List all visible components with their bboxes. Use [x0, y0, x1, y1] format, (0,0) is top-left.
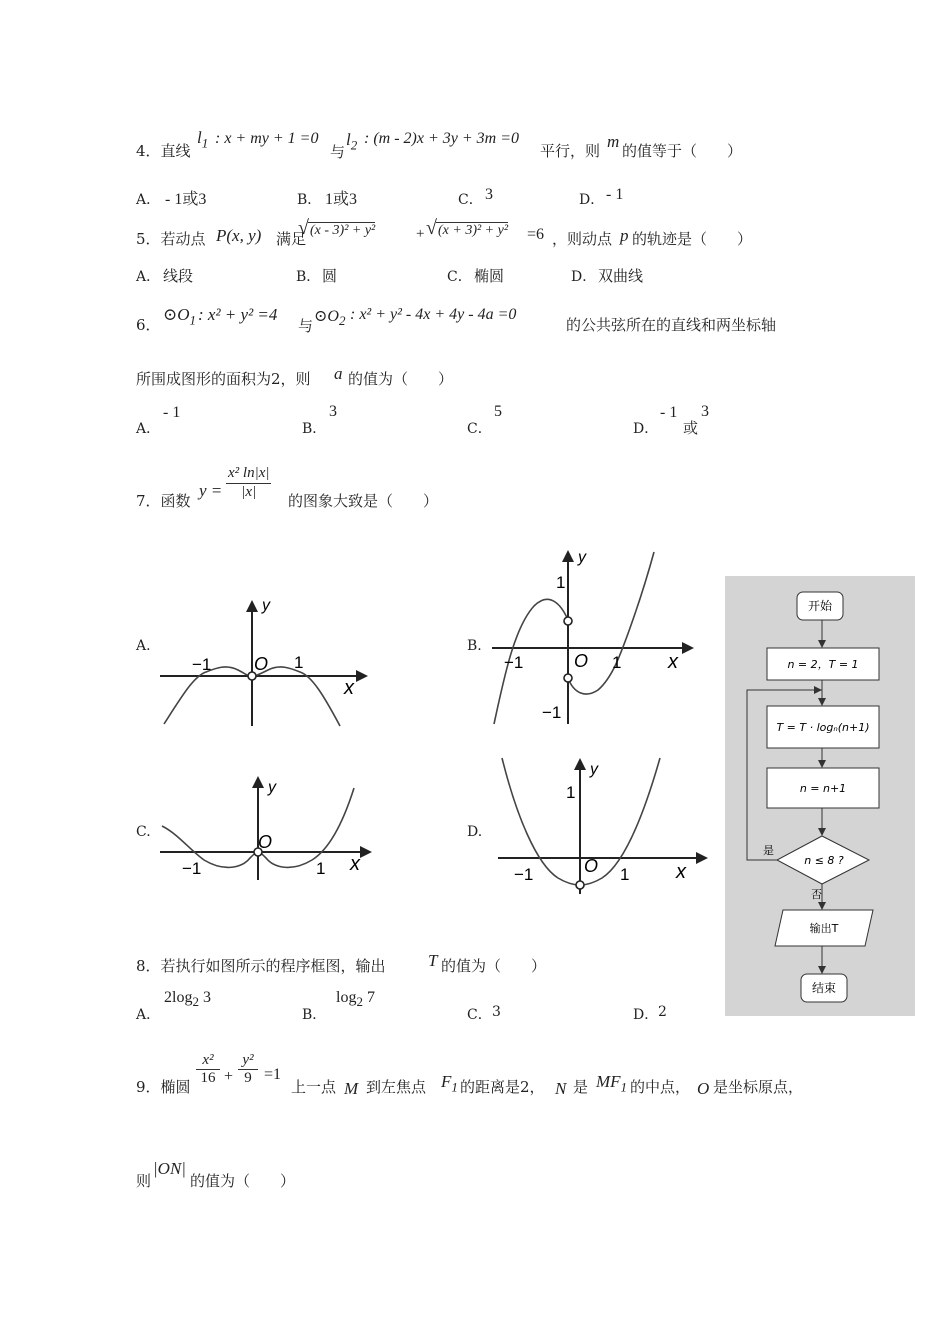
graph-c-curve-left [162, 826, 257, 867]
q9-line2-a: 则 [136, 1172, 152, 1190]
q9-t6: 是坐标原点， [713, 1078, 804, 1096]
q9-t1: 上一点 [291, 1078, 337, 1096]
q4-m: m [607, 132, 620, 151]
q7-option-d-key: D. [467, 824, 483, 840]
q6-number: 6． [136, 316, 161, 334]
q4-tail2: 的值等于（ ） [622, 142, 743, 160]
graph-d [496, 754, 718, 896]
q8-option-a-key: A． [136, 1007, 161, 1023]
graph-c-origin: O [258, 832, 273, 852]
q5-option-b-key: B． [296, 269, 321, 285]
graph-c-y-arrow [252, 776, 264, 788]
graph-b-hole-top [564, 617, 572, 625]
q4-number: 4．直线 [136, 142, 191, 160]
q4-and: 与 [330, 143, 346, 161]
q7-denominator: |x| [241, 484, 257, 500]
q5-option-a: 线段 [163, 267, 194, 285]
q5-mid: 满足 [276, 230, 307, 248]
q9-ON: |ON| [153, 1159, 186, 1178]
graph-b-y-arrow [562, 550, 574, 562]
q9-MF: $MF_1$ [596, 1072, 628, 1095]
graph-a [158, 596, 370, 728]
q6-option-d-or: 或 [683, 419, 699, 437]
flowchart-output: 输出T [809, 922, 839, 935]
graph-b-neg1: −1 [504, 653, 524, 672]
q5-radical-1: √ (x - 3)² + y² [298, 217, 376, 239]
q8-option-c: 3 [492, 1004, 501, 1020]
graph-d-hole [576, 881, 584, 889]
q5-p: p [620, 226, 629, 245]
flowchart-end: 结束 [811, 981, 837, 995]
q6-option-a-key: A． [136, 421, 161, 437]
graph-b-curve-right [568, 552, 654, 694]
q8-option-a: $2\log_2$ 3 [164, 989, 211, 1010]
graph-d-y-label: y [590, 761, 598, 778]
graph-b-origin: O [574, 651, 589, 671]
graph-a-neg1: −1 [192, 655, 212, 674]
flowchart-yes: 是 [763, 844, 774, 857]
q4-line1-eq: : x + my + 1 =0 [215, 130, 319, 147]
graph-a-y-label: y [262, 597, 270, 614]
q4-line2-eq: : (m - 2)x + 3y + 3m =0 [364, 130, 520, 147]
flowchart-condition: n ≤ 8 ? [804, 854, 844, 867]
q6-line2-a: 所围成图形的面积为2，则 [136, 370, 311, 388]
q9-f2-numerator: y² [242, 1052, 254, 1068]
q7-option-c-key: C. [136, 824, 151, 840]
q4-option-d: - 1 [606, 186, 624, 203]
q8-option-d: 2 [658, 1004, 667, 1020]
q9-F: $F_1$ [441, 1072, 458, 1095]
graph-c-curve-right [259, 788, 354, 867]
q8-option-d-key: D． [633, 1007, 659, 1023]
q6-circle-1-eq: : x² + y² =4 [198, 305, 278, 324]
q6-option-b: 3 [329, 403, 337, 420]
flowchart-init: n = 2，T = 1 [787, 658, 859, 671]
q7-tail: 的图象大致是（ ） [288, 492, 439, 510]
graph-b-x-label: x [668, 651, 678, 673]
q5-option-a-key: A． [136, 269, 161, 285]
q8-option-b: $\log_2 7$ [336, 989, 375, 1010]
q6-option-c-key: C． [467, 421, 492, 437]
graph-a-x-arrow [356, 670, 368, 682]
q6-option-c: 5 [494, 403, 502, 420]
q8-option-b-key: B． [302, 1007, 327, 1023]
q4-option-a: - 1或3 [165, 191, 207, 208]
q9-f1-denominator: 16 [200, 1070, 216, 1086]
q4-option-b-key: B． [297, 192, 322, 208]
graph-d-y-arrow [574, 758, 586, 770]
q5-number: 5．若动点 [136, 230, 206, 248]
q7-y: y = [199, 481, 223, 500]
q9-f1-numerator: x² [202, 1052, 214, 1068]
q8-number: 8．若执行如图所示的程序框图，输出 [136, 957, 386, 975]
q9-t4: 是 [573, 1078, 589, 1096]
q7-fraction [226, 465, 271, 501]
q4-option-d-key: D． [579, 192, 605, 208]
q6-circle-2-eq: : x² + y² - 4x + 4y - 4a =0 [350, 306, 517, 323]
q9-t2: 到左焦点 [366, 1078, 427, 1096]
q5-option-c-key: C． [447, 269, 472, 285]
graph-b-pos1: 1 [612, 653, 622, 672]
q9-fraction-2 [238, 1052, 258, 1087]
q8-tail: 的值为（ ） [441, 957, 547, 975]
graph-d-x-label: x [676, 861, 686, 883]
q4-l1: $l_1$ [197, 128, 209, 151]
graph-b-neg1-y: −1 [542, 703, 562, 722]
q7-number: 7．函数 [136, 492, 191, 510]
q9-M: M [344, 1079, 359, 1098]
q6-and: 与 [298, 317, 314, 335]
q9-line2-b: 的值为（ ） [190, 1172, 296, 1190]
graph-d-origin: O [584, 856, 599, 876]
q4-option-c: 3 [485, 186, 493, 203]
q7-option-b-key: B. [467, 638, 482, 654]
q5-plus: + [416, 226, 425, 242]
q7-numerator: x² ln|x| [228, 465, 270, 481]
q9-f2-denominator: 9 [244, 1070, 252, 1086]
q4-l2: $l_2$ [346, 130, 358, 153]
graph-a-y-arrow [246, 600, 258, 612]
flowchart-update-n: n = n+1 [799, 782, 847, 795]
graph-c-x-arrow [360, 846, 372, 858]
q6-option-a: - 1 [163, 404, 181, 421]
q6-option-b-key: B． [302, 421, 327, 437]
graph-b-hole-bottom [564, 674, 572, 682]
q5-option-d-key: D． [571, 269, 597, 285]
q5-option-d: 双曲线 [598, 267, 644, 285]
graph-c [158, 772, 380, 882]
q9-number: 9．椭圆 [136, 1078, 191, 1096]
graph-c-x-label: x [350, 853, 360, 875]
q6-option-d-key: D． [633, 421, 659, 437]
flowchart-update-t: T = T · logₙ(n+1) [776, 721, 870, 734]
q9-t5: 的中点， [630, 1078, 691, 1096]
q5-point: P(x, y) [216, 226, 262, 245]
graph-b-one: 1 [556, 573, 566, 592]
graph-d-neg1: −1 [514, 865, 534, 884]
q9-N: N [555, 1079, 567, 1098]
q6-circle-2: $⊙O_2$ [314, 308, 346, 329]
graph-a-origin: O [254, 654, 269, 674]
q4-option-c-key: C． [458, 192, 483, 208]
q5-eq: =6 [527, 226, 545, 243]
q4-option-b: 1或3 [325, 191, 358, 208]
flowchart-no: 否 [811, 888, 822, 901]
q8-option-c-key: C． [467, 1007, 492, 1023]
q6-tail: 的公共弦所在的直线和两坐标轴 [566, 316, 777, 334]
q4-tail: 平行，则 [540, 142, 601, 160]
graph-a-pos1: 1 [294, 653, 304, 672]
q9-O: O [697, 1079, 710, 1098]
q6-a: a [334, 364, 343, 383]
q9-eq: =1 [264, 1066, 282, 1083]
q6-option-d-3: 3 [701, 403, 709, 420]
q6-circle-1: $⊙O_1$ [163, 305, 197, 328]
graph-d-one: 1 [566, 783, 576, 802]
graph-d-x-arrow [696, 852, 708, 864]
flowchart-start: 开始 [807, 599, 833, 613]
graph-c-y-label: y [268, 779, 276, 796]
q9-t3: 的距离是2， [460, 1078, 545, 1096]
q9-plus: + [224, 1068, 234, 1085]
q7-option-a-key: A. [136, 638, 151, 654]
q8-t: T [428, 951, 438, 970]
q6-option-d: - 1 [660, 404, 678, 421]
q9-fraction-1 [196, 1052, 220, 1087]
graph-d-pos1: 1 [620, 865, 630, 884]
graph-b [490, 548, 700, 726]
q5-option-c: 椭圆 [474, 267, 505, 285]
graph-b-y-label: y [578, 549, 586, 566]
q6-line2-b: 的值为（ ） [348, 370, 454, 388]
flowchart [725, 576, 915, 1016]
q5-option-b: 圆 [322, 267, 338, 285]
q5-radical-2: √ (x + 3)² + y² [426, 217, 509, 239]
q5-tail2: 的轨迹是（ ） [632, 230, 753, 248]
q5-tail: ，则动点 [552, 230, 613, 248]
q4-option-a-key: A． [136, 192, 161, 208]
graph-c-neg1: −1 [182, 859, 202, 878]
graph-a-x-label: x [344, 677, 354, 699]
graph-c-pos1: 1 [316, 859, 326, 878]
graph-b-x-arrow [682, 642, 694, 654]
